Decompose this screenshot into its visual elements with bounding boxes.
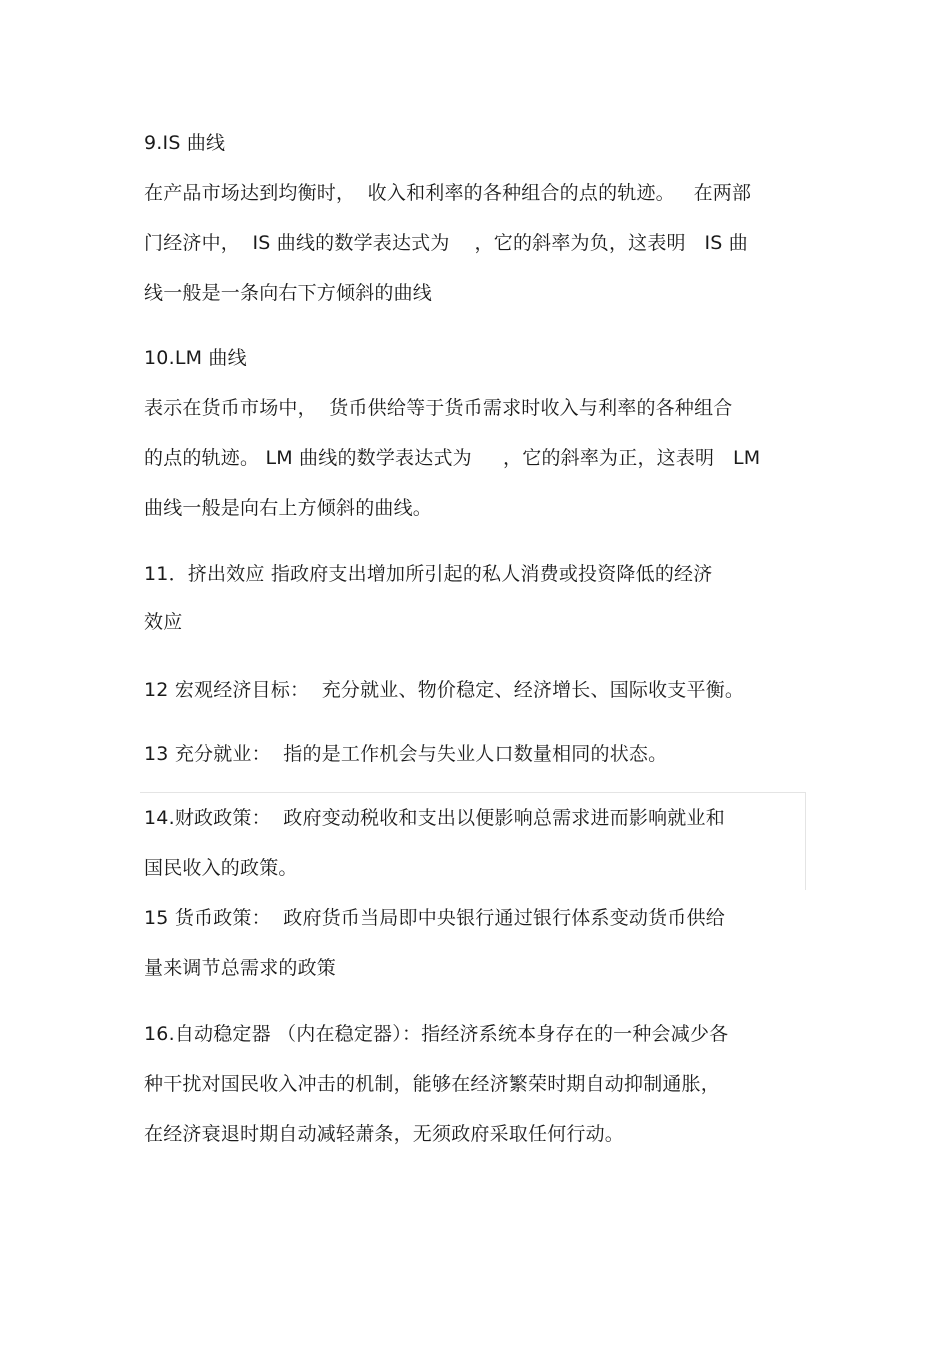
heading-is-curve: 9.IS 曲线 [144,132,226,154]
text-line: 种干扰对国民收入冲击的机制，能够在经济繁荣时期自动抑制通胀， [144,1073,721,1095]
text-line: 曲线一般是向右上方倾斜的曲线。 [144,497,433,519]
text-line: 11．挤出效应 指政府支出增加所引起的私人消费或投资降低的经济 [144,563,713,585]
text-line: 效应 [144,611,183,633]
text-line: 的点的轨迹。 LM 曲线的数学表达式为 ，它的斜率为正，这表明 LM [144,447,761,469]
text-line: 14.财政政策： 政府变动税收和支出以便影响总需求进而影响就业和 [144,807,725,829]
text-line: 16.自动稳定器 （内在稳定器）：指经济系统本身存在的一种会减少各 [144,1023,729,1045]
text-line: 线一般是一条向右下方倾斜的曲线 [144,282,433,304]
text-line: 量来调节总需求的政策 [144,957,337,979]
text-line: 门经济中， IS 曲线的数学表达式为 ，它的斜率为负，这表明 IS 曲 [144,232,748,254]
text-line: 在产品市场达到均衡时， 收入和利率的各种组合的点的轨迹。 在两部 [144,182,752,204]
text-line: 15 货币政策： 政府货币当局即中央银行通过银行体系变动货币供给 [144,907,725,929]
text-line: 13 充分就业： 指的是工作机会与失业人口数量相同的状态。 [144,743,668,765]
text-line: 国民收入的政策。 [144,857,298,879]
text-line: 表示在货币市场中， 货币供给等于货币需求时收入与利率的各种组合 [144,397,733,419]
text-line: 12 宏观经济目标： 充分就业、物价稳定、经济增长、国际收支平衡。 [144,679,745,701]
heading-lm-curve: 10.LM 曲线 [144,347,247,369]
text-line: 在经济衰退时期自动减轻萧条，无须政府采取任何行动。 [144,1123,625,1145]
